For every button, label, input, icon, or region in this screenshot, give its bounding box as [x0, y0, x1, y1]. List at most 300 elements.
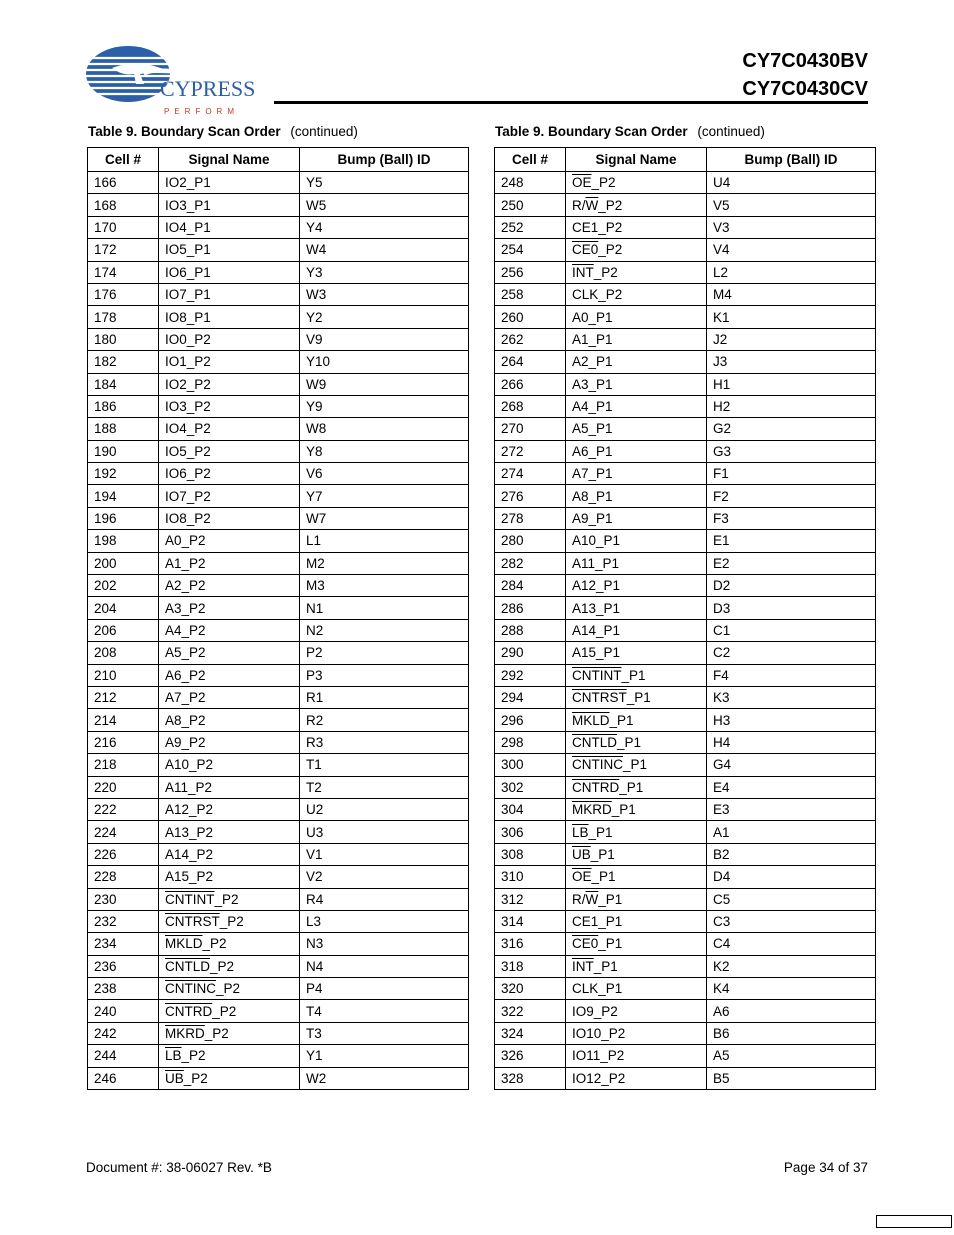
cell-number: 318 — [495, 955, 566, 977]
cell-number: 240 — [88, 1000, 159, 1022]
bump-id: W4 — [300, 239, 469, 261]
cypress-logo — [84, 44, 259, 120]
bump-id: B2 — [707, 843, 876, 865]
signal-text: A2_P2 — [165, 578, 206, 594]
table-row — [495, 731, 876, 753]
right-table-caption — [495, 124, 765, 139]
cell-number: 206 — [88, 619, 159, 641]
bump-id: V2 — [300, 866, 469, 888]
table-row — [88, 843, 469, 865]
cell-number: 290 — [495, 642, 566, 664]
table-row — [88, 172, 469, 194]
signal-text: _P1 — [619, 779, 644, 795]
cell-number: 292 — [495, 664, 566, 686]
signal-text: IO3_P1 — [165, 197, 211, 213]
active-low-signal: $\overline{LB}$ — [165, 1048, 182, 1064]
signal-text: _P2 — [219, 914, 244, 930]
signal-text: IO8_P2 — [165, 511, 211, 527]
signal-text: A15_P2 — [165, 869, 214, 885]
signal-name — [159, 194, 300, 216]
cell-number: 304 — [495, 798, 566, 820]
bump-id: Y3 — [300, 261, 469, 283]
table-row — [495, 418, 876, 440]
cell-number: 326 — [495, 1045, 566, 1067]
cell-number: 266 — [495, 373, 566, 395]
signal-text: IO8_P1 — [165, 309, 211, 325]
signal-name — [566, 172, 707, 194]
cell-number: 256 — [495, 261, 566, 283]
table-row — [495, 821, 876, 843]
signal-name — [159, 485, 300, 507]
signal-name — [159, 1000, 300, 1022]
table-row — [495, 619, 876, 641]
signal-text: _P2 — [598, 242, 623, 258]
cell-number: 300 — [495, 754, 566, 776]
bump-id: W9 — [300, 373, 469, 395]
cell-number: 182 — [88, 351, 159, 373]
caption-title: Boundary Scan Order — [141, 124, 281, 139]
signal-name — [159, 463, 300, 485]
cell-number: 282 — [495, 552, 566, 574]
bump-id: W3 — [300, 283, 469, 305]
signal-name — [566, 1067, 707, 1089]
caption-title: Boundary Scan Order — [548, 124, 688, 139]
bump-id: V1 — [300, 843, 469, 865]
bump-id: A6 — [707, 1000, 876, 1022]
cell-number: 286 — [495, 597, 566, 619]
table-row — [495, 351, 876, 373]
cell-number: 276 — [495, 485, 566, 507]
table-row — [495, 843, 876, 865]
caption-label: Table 9. — [495, 124, 545, 139]
bump-id: V6 — [300, 463, 469, 485]
cell-number: 238 — [88, 978, 159, 1000]
signal-name — [566, 776, 707, 798]
table-row — [88, 328, 469, 350]
bump-id: L3 — [300, 910, 469, 932]
signal-name — [566, 821, 707, 843]
bump-id: J3 — [707, 351, 876, 373]
cell-number: 170 — [88, 216, 159, 238]
cell-number: 242 — [88, 1022, 159, 1044]
table-row — [495, 1022, 876, 1044]
signal-text: A12_P1 — [572, 578, 621, 594]
table-row — [88, 216, 469, 238]
bump-id: Y1 — [300, 1045, 469, 1067]
signal-text: _P2 — [216, 981, 241, 997]
signal-name — [159, 798, 300, 820]
bump-id: W2 — [300, 1067, 469, 1089]
signal-name — [566, 418, 707, 440]
active-low-signal: CNTINT — [165, 891, 215, 907]
signal-name — [566, 463, 707, 485]
right-boundary-scan-table — [494, 147, 876, 1090]
signal-text: A7_P1 — [572, 466, 613, 482]
table-row — [495, 552, 876, 574]
signal-name — [159, 619, 300, 641]
signal-name — [566, 194, 707, 216]
signal-text: IO4_P2 — [165, 421, 211, 437]
signal-name — [566, 955, 707, 977]
table-row — [88, 485, 469, 507]
signal-name — [159, 597, 300, 619]
table-row — [495, 597, 876, 619]
signal-text: _P2 — [183, 1070, 208, 1086]
table-row — [88, 933, 469, 955]
signal-name — [566, 709, 707, 731]
table-row — [495, 798, 876, 820]
signal-name — [566, 754, 707, 776]
signal-text: _P1 — [598, 936, 623, 952]
signal-text: IO7_P1 — [165, 287, 211, 303]
active-low-signal: $\overline{OE}$ — [572, 869, 592, 885]
active-low-signal: CNTRD — [572, 779, 620, 795]
table-row — [88, 731, 469, 753]
table-row — [88, 709, 469, 731]
active-low-signal: $\overline{LB}$ — [572, 824, 589, 840]
bump-id: J2 — [707, 328, 876, 350]
table-row — [495, 530, 876, 552]
signal-text: IO7_P2 — [165, 488, 211, 504]
table-row — [88, 418, 469, 440]
table-row — [495, 239, 876, 261]
cell-number: 310 — [495, 866, 566, 888]
cell-number: 312 — [495, 888, 566, 910]
cell-number: 306 — [495, 821, 566, 843]
table-row — [88, 866, 469, 888]
table-header-row — [495, 148, 876, 172]
bump-id: K4 — [707, 978, 876, 1000]
signal-name — [566, 530, 707, 552]
table-row — [88, 552, 469, 574]
cell-number: 180 — [88, 328, 159, 350]
table-row — [495, 754, 876, 776]
cell-number: 260 — [495, 306, 566, 328]
signal-text: A1_P1 — [572, 331, 613, 347]
table-row — [88, 888, 469, 910]
bump-id: T4 — [300, 1000, 469, 1022]
logo-tagline: PERFORM — [164, 107, 239, 116]
table-row — [495, 1067, 876, 1089]
signal-text: _P2 — [212, 1003, 237, 1019]
signal-name — [159, 843, 300, 865]
table-row — [88, 575, 469, 597]
signal-name — [566, 351, 707, 373]
table-row — [495, 709, 876, 731]
signal-name — [159, 261, 300, 283]
table-row — [495, 485, 876, 507]
cell-number: 254 — [495, 239, 566, 261]
signal-text: A1_P2 — [165, 555, 206, 571]
table-row — [495, 664, 876, 686]
bump-id: E2 — [707, 552, 876, 574]
signal-text: IO6_P2 — [165, 466, 211, 482]
signal-name — [159, 239, 300, 261]
signal-name — [159, 933, 300, 955]
signal-name — [159, 664, 300, 686]
bump-id: Y8 — [300, 440, 469, 462]
bump-id: U3 — [300, 821, 469, 843]
table-row — [88, 597, 469, 619]
bump-id: F1 — [707, 463, 876, 485]
table-row — [495, 507, 876, 529]
table-row — [88, 776, 469, 798]
table-row — [88, 619, 469, 641]
signal-name — [159, 418, 300, 440]
cell-number: 218 — [88, 754, 159, 776]
signal-text: _P1 — [593, 958, 618, 974]
signal-text: _P1 — [591, 869, 616, 885]
table-row — [88, 754, 469, 776]
signal-text: IO2_P2 — [165, 376, 211, 392]
signal-text: IO4_P1 — [165, 219, 211, 235]
cell-number: 324 — [495, 1022, 566, 1044]
cell-number: 224 — [88, 821, 159, 843]
signal-text: _P2 — [593, 264, 618, 280]
bump-id: T1 — [300, 754, 469, 776]
bump-id: M3 — [300, 575, 469, 597]
active-low-signal: $\overline{UB}$ — [165, 1070, 184, 1086]
bump-id: W5 — [300, 194, 469, 216]
column-header-bump: Bump (Ball) ID — [707, 148, 876, 172]
table-row — [88, 686, 469, 708]
bump-id: G2 — [707, 418, 876, 440]
signal-name — [159, 373, 300, 395]
table-row — [88, 1022, 469, 1044]
cell-number: 296 — [495, 709, 566, 731]
active-low-signal: $\overline{INT}$ — [572, 958, 594, 974]
bump-id: M2 — [300, 552, 469, 574]
bump-id: R4 — [300, 888, 469, 910]
signal-text: A0_P1 — [572, 309, 613, 325]
table-row — [88, 955, 469, 977]
signal-text: A4_P2 — [165, 623, 206, 638]
bump-id: M4 — [707, 283, 876, 305]
bump-id: Y2 — [300, 306, 469, 328]
signal-name — [566, 373, 707, 395]
cell-number: 262 — [495, 328, 566, 350]
bump-id: N3 — [300, 933, 469, 955]
bump-id: P2 — [300, 642, 469, 664]
signal-text: IO11_P2 — [572, 1048, 625, 1064]
table-row — [88, 798, 469, 820]
table-row — [495, 1045, 876, 1067]
cell-number: 212 — [88, 686, 159, 708]
signal-text: IO1_P2 — [165, 354, 211, 370]
bump-id: W7 — [300, 507, 469, 529]
signal-text: CLK_P1 — [572, 981, 623, 997]
signal-name — [159, 1022, 300, 1044]
signal-text: _P1 — [611, 802, 636, 818]
active-low-signal: $\overline{UB}$ — [572, 846, 591, 862]
table-row — [88, 821, 469, 843]
table-row — [495, 642, 876, 664]
active-low-signal: CNTRST — [572, 690, 627, 706]
cell-number: 322 — [495, 1000, 566, 1022]
signal-name — [159, 507, 300, 529]
signal-name — [159, 1067, 300, 1089]
signal-text: A9_P1 — [572, 511, 613, 527]
table-row — [88, 373, 469, 395]
signal-text: IO12_P2 — [572, 1070, 626, 1086]
signal-name — [159, 283, 300, 305]
signal-name — [566, 664, 707, 686]
signal-name — [566, 216, 707, 238]
cell-number: 246 — [88, 1067, 159, 1089]
active-low-signal: MKLD — [165, 936, 203, 952]
signal-text: _P2 — [202, 936, 227, 952]
feedback-box — [876, 1215, 952, 1228]
signal-name — [159, 686, 300, 708]
cell-number: 230 — [88, 888, 159, 910]
bump-id: K2 — [707, 955, 876, 977]
bump-id: W8 — [300, 418, 469, 440]
table-row — [88, 194, 469, 216]
bump-id: E1 — [707, 530, 876, 552]
signal-name — [566, 507, 707, 529]
signal-name — [159, 575, 300, 597]
bump-id: R1 — [300, 686, 469, 708]
cell-number: 298 — [495, 731, 566, 753]
bump-id: D2 — [707, 575, 876, 597]
table-row — [495, 328, 876, 350]
bump-id: U2 — [300, 798, 469, 820]
header-rule — [274, 101, 868, 104]
cell-number: 190 — [88, 440, 159, 462]
table-row — [495, 261, 876, 283]
signal-name — [159, 821, 300, 843]
signal-text: _P1 — [588, 824, 613, 840]
signal-name — [566, 798, 707, 820]
cell-number: 228 — [88, 866, 159, 888]
cell-number: 200 — [88, 552, 159, 574]
cell-number: 244 — [88, 1045, 159, 1067]
bump-id: C1 — [707, 619, 876, 641]
bump-id: E3 — [707, 798, 876, 820]
bump-id: F3 — [707, 507, 876, 529]
cell-number: 166 — [88, 172, 159, 194]
bump-id: A1 — [707, 821, 876, 843]
signal-text: IO5_P1 — [165, 242, 211, 258]
table-row — [495, 1000, 876, 1022]
signal-text: A12_P2 — [165, 802, 214, 818]
signal-name — [159, 709, 300, 731]
active-low-signal: CNTRST — [165, 914, 220, 930]
signal-text: _P2 — [214, 891, 239, 907]
signal-text: A5_P2 — [165, 645, 206, 661]
signal-name — [159, 440, 300, 462]
active-low-signal: $\overline{INT}$ — [572, 264, 594, 280]
signal-text: A10_P2 — [165, 757, 214, 773]
signal-text: CE1_P1 — [572, 914, 623, 930]
table-row — [88, 395, 469, 417]
left-boundary-scan-table — [87, 147, 469, 1090]
part-number-2: CY7C0430CV — [742, 78, 868, 100]
signal-name — [566, 261, 707, 283]
bump-id: H2 — [707, 395, 876, 417]
signal-name — [566, 933, 707, 955]
table-row — [88, 910, 469, 932]
signal-text: A6_P2 — [165, 667, 206, 683]
cell-number: 236 — [88, 955, 159, 977]
cell-number: 208 — [88, 642, 159, 664]
active-low-signal: MKLD — [572, 712, 610, 728]
cell-number: 284 — [495, 575, 566, 597]
signal-text: A5_P1 — [572, 421, 613, 437]
signal-text: IO9_P2 — [572, 1003, 618, 1019]
cell-number: 316 — [495, 933, 566, 955]
signal-name — [159, 776, 300, 798]
bump-id: K3 — [707, 686, 876, 708]
cell-number: 278 — [495, 507, 566, 529]
cell-number: 192 — [88, 463, 159, 485]
signal-text: A13_P1 — [572, 600, 621, 616]
cell-number: 184 — [88, 373, 159, 395]
signal-text: _P2 — [204, 1026, 229, 1042]
cell-number: 294 — [495, 686, 566, 708]
signal-text: IO0_P2 — [165, 331, 211, 347]
table-row — [495, 910, 876, 932]
cell-number: 308 — [495, 843, 566, 865]
table-row — [495, 463, 876, 485]
bump-id: C5 — [707, 888, 876, 910]
cell-number: 252 — [495, 216, 566, 238]
bump-id: C3 — [707, 910, 876, 932]
table-row — [495, 866, 876, 888]
active-low-signal: CNTRD — [165, 1003, 213, 1019]
column-header-bump: Bump (Ball) ID — [300, 148, 469, 172]
signal-text: IO2_P1 — [165, 175, 211, 191]
signal-text: A8_P1 — [572, 488, 613, 504]
signal-name — [566, 552, 707, 574]
signal-name — [159, 910, 300, 932]
bump-id: G3 — [707, 440, 876, 462]
table-row — [88, 463, 469, 485]
logo-wordmark: CYPRESS — [160, 76, 256, 101]
table-row — [495, 216, 876, 238]
column-header-signal: Signal Name — [566, 148, 707, 172]
signal-text: _P1 — [590, 846, 615, 862]
bump-id: N4 — [300, 955, 469, 977]
bump-id: R2 — [300, 709, 469, 731]
signal-text: A6_P1 — [572, 443, 613, 459]
cell-number: 188 — [88, 418, 159, 440]
cell-number: 186 — [88, 395, 159, 417]
signal-name — [566, 239, 707, 261]
signal-name — [566, 575, 707, 597]
cell-number: 328 — [495, 1067, 566, 1089]
document-number: Document #: 38-06027 Rev. *B — [86, 1160, 272, 1175]
cell-number: 172 — [88, 239, 159, 261]
cell-number: 222 — [88, 798, 159, 820]
bump-id: N2 — [300, 619, 469, 641]
signal-name — [159, 955, 300, 977]
active-low-signal: CNTLD — [572, 734, 618, 750]
table-row — [88, 283, 469, 305]
table-row — [495, 395, 876, 417]
bump-id: D3 — [707, 597, 876, 619]
cell-number: 194 — [88, 485, 159, 507]
signal-text: _P1 — [626, 690, 651, 706]
active-low-signal: CE0 — [572, 242, 599, 258]
cell-number: 280 — [495, 530, 566, 552]
active-low-signal: CNTINT — [572, 667, 622, 683]
page-number: Page 34 of 37 — [783, 1160, 868, 1175]
signal-name — [159, 731, 300, 753]
table-row — [495, 283, 876, 305]
signal-name — [566, 328, 707, 350]
table-row — [88, 978, 469, 1000]
